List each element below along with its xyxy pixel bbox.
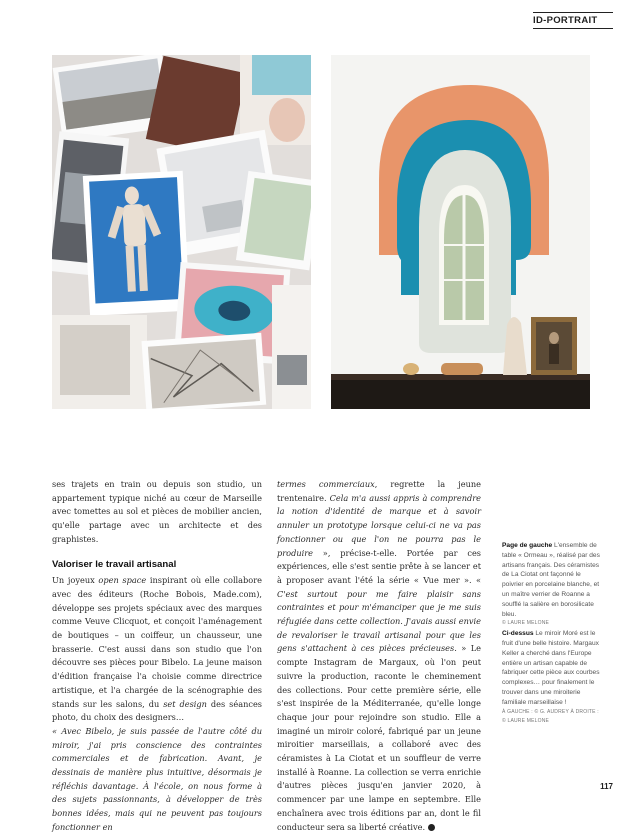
header-rule-top <box>533 12 613 13</box>
paragraph-quote: « Avec Bibelo, je suis passée de l'autre côté du miroir, j'ai pris conscience des contraintes commerciales et de fabrication. Avant, je dessinais de manière plus intuitive, désormais je réfléchis davantage. À l'école, on nous forme à des sujets passionnants, à développer de très bonnes idées, mais qui ne peuvent pas toujours fonctionner en <box>52 725 262 832</box>
photo-mirror <box>331 55 590 409</box>
photo-captions <box>502 541 602 727</box>
caption-left-page: Page de gauche L'ensemble de table « Ormeau », réalisé par des artisans français. Des céramistes de La Ciotat ont façonné le poivrier en porcelaine blanche, et un maître verrier de Roanne a soufflé la salière en borosilicate bleu. <box>502 542 600 618</box>
credit-left-page: © LAURE MELONE <box>502 620 550 627</box>
article-column-2 <box>277 478 481 834</box>
photo-collage <box>52 55 311 409</box>
collage-illustration <box>52 55 311 409</box>
header-rule-bottom <box>533 28 613 29</box>
credit-above: À GAUCHE : © G. AUDREY À DROITE : © LAURE MELONE <box>502 708 599 725</box>
paragraph-continuation: termes commerciaux, regrette la jeune trentenaire. Cela m'a aussi appris à comprendre la notion d'identité de marque et à savoir annuler un prototype lorsque celui-ci ne va pas fonctionner ou que l'on ne pourra pas le produire », précise-t-elle. Portée par ces expériences, elle s'est sentie prête à se lancer et à proposer avant l'été la série « Vue mer ». « C'est surtout pour me faire plaisir sans contraintes et pour m'émanciper que je me suis réfugiée dans cette collection. J'avais aussi envie de revaloriser le travail artisanal pour que les gens s'attachent à ces pièces précieuses. » Le compte Instagram de Margaux, où l'on peut suivre la production, raconte le cheminement des collections. Pour cette première série, elle s'est inspirée de la Méditerranée, qu'elle longe chaque jour pour rejoindre son studio. Elle a imaginé un miroir coloré, fabriqué par un jeune miroitier marseillais, a collaboré avec des céramistes à La Ciotat et un souffleur de verre installé à Roanne. La collection se verra enrichie d'autres pièces jusqu'en janvier 2020, à commencer par une lampe en septembre. Elle enchaînera avec trois éditions par an, dont le fil conducteur sera sa liberté créative. <box>277 479 481 832</box>
paragraph-studio: Un joyeux open space inspirant où elle collabore avec des éditeurs (Roche Bobois, Made.com), développe ses projets spéciaux avec des marques comme Veuve Clicquot, et conçoit l'aménagement de boutiques – un coiffeur, un chausseur, une brasserie. C'est aussi dans son studio que l'on découvre ses pièces pour Bibelo. La jeune maison d'édition française l'a choisie comme directrice artistique, et l'a chargée de la scénographie des stands sur les salons, du set design des séances photo, du choix des designers… <box>52 575 262 723</box>
article-column-1 <box>52 478 262 835</box>
end-of-article-icon <box>428 824 435 831</box>
page-number: 117 <box>600 782 613 791</box>
mirror-illustration <box>331 55 590 409</box>
paragraph-intro: ses trajets en train ou depuis son studio, un appartement typique niché au cœur de Marseille avec tomettes au sol et pièces de mobilier ancien, qu'elle partage avec un architecte et des graphistes. <box>52 479 262 544</box>
caption-above: Ci-dessus Le miroir Moré est le fruit d'une belle histoire. Margaux Keller a cherché dans l'Europe entière un artisan capable de fabriquer cette pièce aux courbes complexes… pour finalement le trouver dans une miroiterie familiale marseillaise ! <box>502 630 600 706</box>
section-title: ID-PORTRAIT <box>533 15 598 26</box>
section-heading: Valoriser le travail artisanal <box>52 558 177 570</box>
section-header <box>533 12 613 29</box>
